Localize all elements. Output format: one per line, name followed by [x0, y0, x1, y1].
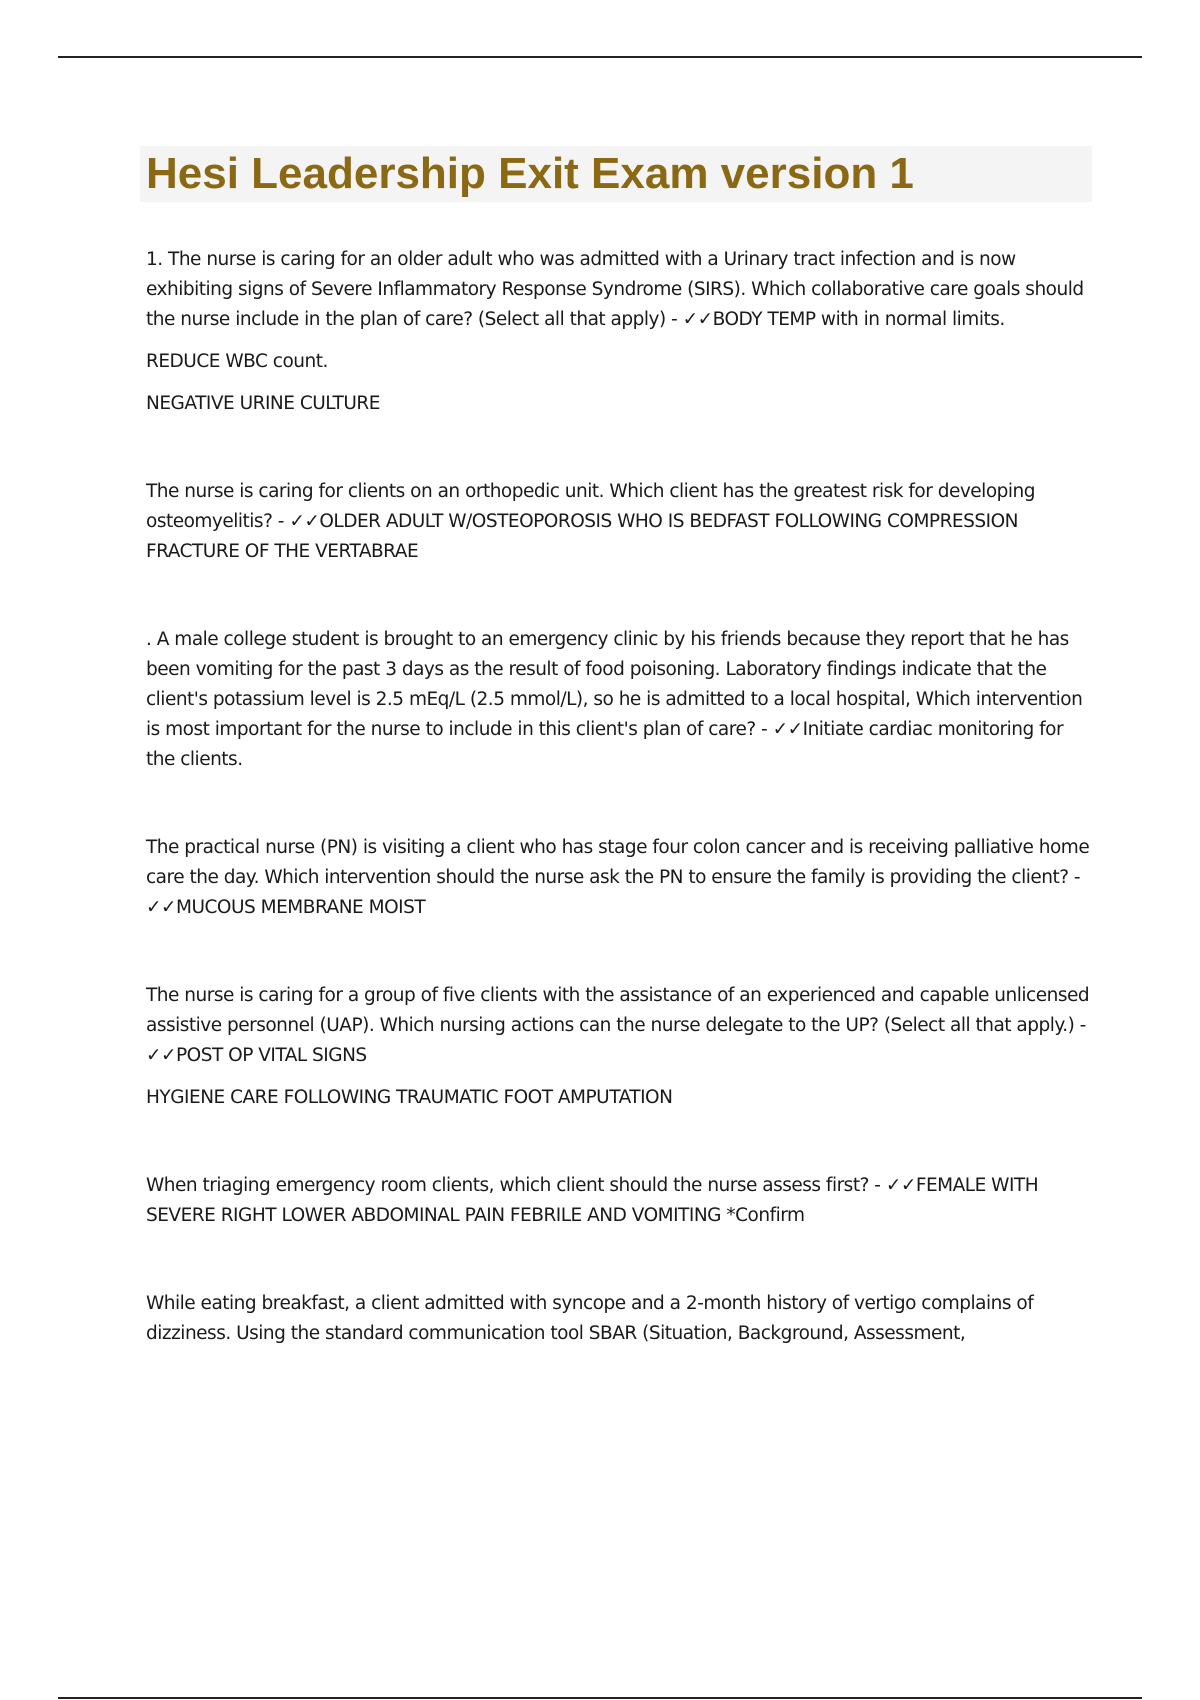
- question-text: While eating breakfast, a client admitted with syncope and a 2-month history of vertigo complains of dizziness. Using the standard communication tool SBAR (Situation, Background, Assessment,: [146, 1293, 1034, 1344]
- document-body: [146, 245, 1092, 1349]
- answer-line: HYGIENE CARE FOLLOWING TRAUMATIC FOOT AMPUTATION: [146, 1087, 673, 1108]
- question-text: The nurse is caring for clients on an orthopedic unit. Which client has the greatest risk for developing osteomyelitis? - ✓✓OLDER ADULT W/OSTEOPOROSIS WHO IS BEDFAST FOLLOWING COMPRESSION FRACTURE OF THE VERTABRAE: [146, 481, 1035, 562]
- question-7: [146, 1289, 1092, 1349]
- question-text: 1. The nurse is caring for an older adult who was admitted with a Urinary tract infection and is now exhibiting signs of Severe Inflammatory Response Syndrome (SIRS). Which collaborative care goals should the nurse include in the plan of care? (Select all that apply) - ✓✓BODY TEMP with in normal limits.: [146, 249, 1084, 330]
- question-3: [146, 625, 1092, 775]
- answer-line: REDUCE WBC count.: [146, 351, 328, 372]
- question-6: [146, 1171, 1092, 1231]
- footer-rule: [58, 1697, 1142, 1699]
- document-title: Hesi Leadership Exit Exam version 1: [146, 149, 914, 198]
- question-text: When triaging emergency room clients, which client should the nurse assess first? - ✓✓FEMALE WITH SEVERE RIGHT LOWER ABDOMINAL PAIN FEBRILE AND VOMITING *Confirm: [146, 1175, 1039, 1226]
- question-4: [146, 833, 1092, 923]
- question-text: . A male college student is brought to an emergency clinic by his friends because they report that he has been vomiting for the past 3 days as the result of food poisoning. Laboratory findings indicate that the client's potassium level is 2.5 mEq/L (2.5 mmol/L), so he is admitted to a local hospital, Which intervention is most important for the nurse to include in this client's plan of care? - ✓✓Initiate cardiac monitoring for the clients.: [146, 629, 1083, 770]
- question-text: The nurse is caring for a group of five clients with the assistance of an experienced and capable unlicensed assistive personnel (UAP). Which nursing actions can the nurse delegate to the UP? (Select all that apply.) - ✓✓POST OP VITAL SIGNS: [146, 985, 1090, 1066]
- header-rule: [58, 56, 1142, 58]
- question-text: The practical nurse (PN) is visiting a client who has stage four colon cancer and is receiving palliative home care the day. Which intervention should the nurse ask the PN to ensure the family is providing the client? - ✓✓MUCOUS MEMBRANE MOIST: [146, 837, 1090, 918]
- question-1: [146, 245, 1092, 419]
- question-5: [146, 981, 1092, 1113]
- question-2: [146, 477, 1092, 567]
- answer-line: NEGATIVE URINE CULTURE: [146, 393, 380, 414]
